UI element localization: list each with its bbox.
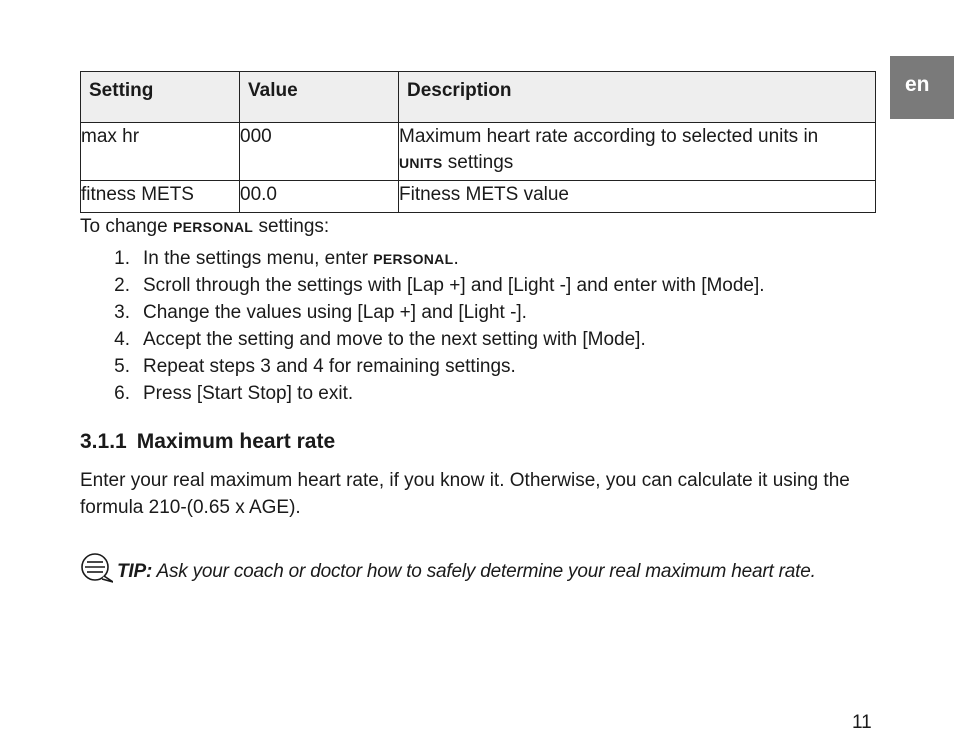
table-header-row (81, 72, 876, 123)
cell-description (399, 181, 876, 213)
cell-value: 000 (240, 123, 399, 181)
body-paragraph: Enter your real maximum heart rate, if you know it. Otherwise, you can calculate it using the formula 210-(0.65 x AGE). (80, 470, 850, 518)
list-item (80, 299, 765, 326)
step-number: 4. (114, 329, 130, 350)
cell-setting: fitness METS (81, 181, 240, 213)
step-number: 5. (114, 356, 130, 377)
section-heading (80, 430, 335, 454)
step-number: 3. (114, 302, 130, 323)
cell-description (399, 123, 876, 181)
step-text: Accept the setting and move to the next setting with [Mode]. (143, 329, 646, 350)
table-row (81, 181, 876, 213)
tip-text: Ask your coach or doctor how to safely determine your real maximum heart rate. (156, 561, 816, 582)
tip-icon (80, 553, 113, 589)
step-text: Press [Start Stop] to exit. (143, 383, 354, 404)
intro-text: To change (80, 216, 168, 237)
cell-setting: max hr (81, 123, 240, 181)
list-item (80, 380, 765, 407)
column-header-description: Description (399, 72, 876, 123)
column-header-value: Value (240, 72, 399, 123)
step-number: 1. (114, 248, 130, 269)
settings-table (80, 71, 876, 213)
units-keyword: UNITS (399, 155, 443, 171)
step-text: Change the values using [Lap +] and [Light -]. (143, 302, 527, 323)
step-text: In the settings menu, enter (143, 248, 368, 269)
step-number: 6. (114, 383, 130, 404)
list-item (80, 326, 765, 353)
description-suffix: settings (447, 152, 514, 173)
cell-value: 00.0 (240, 181, 399, 213)
table-row (81, 123, 876, 181)
personal-keyword: PERSONAL (172, 219, 254, 235)
page-number: 11 (852, 712, 872, 733)
intro-suffix: settings: (258, 216, 330, 237)
section-title: Maximum heart rate (136, 430, 336, 453)
personal-keyword: PERSONAL (373, 251, 454, 267)
tip-note (80, 553, 816, 589)
description-text: Maximum heart rate according to selected units in (399, 126, 819, 147)
section-number: 3.1.1 (80, 430, 127, 453)
list-item (80, 245, 765, 272)
steps-list (80, 245, 765, 407)
step-number: 2. (114, 275, 130, 296)
tip-label: TIP: (117, 561, 153, 582)
step-text: Scroll through the settings with [Lap +] and [Light -] and enter with [Mode]. (143, 275, 765, 296)
column-header-setting: Setting (81, 72, 240, 123)
description-text: Fitness METS value (399, 184, 569, 205)
list-item (80, 353, 765, 380)
language-tab: en (890, 56, 954, 119)
list-item (80, 272, 765, 299)
step-text: Repeat steps 3 and 4 for remaining settings. (143, 356, 516, 377)
intro-line (80, 216, 329, 238)
step-suffix: . (453, 248, 459, 269)
